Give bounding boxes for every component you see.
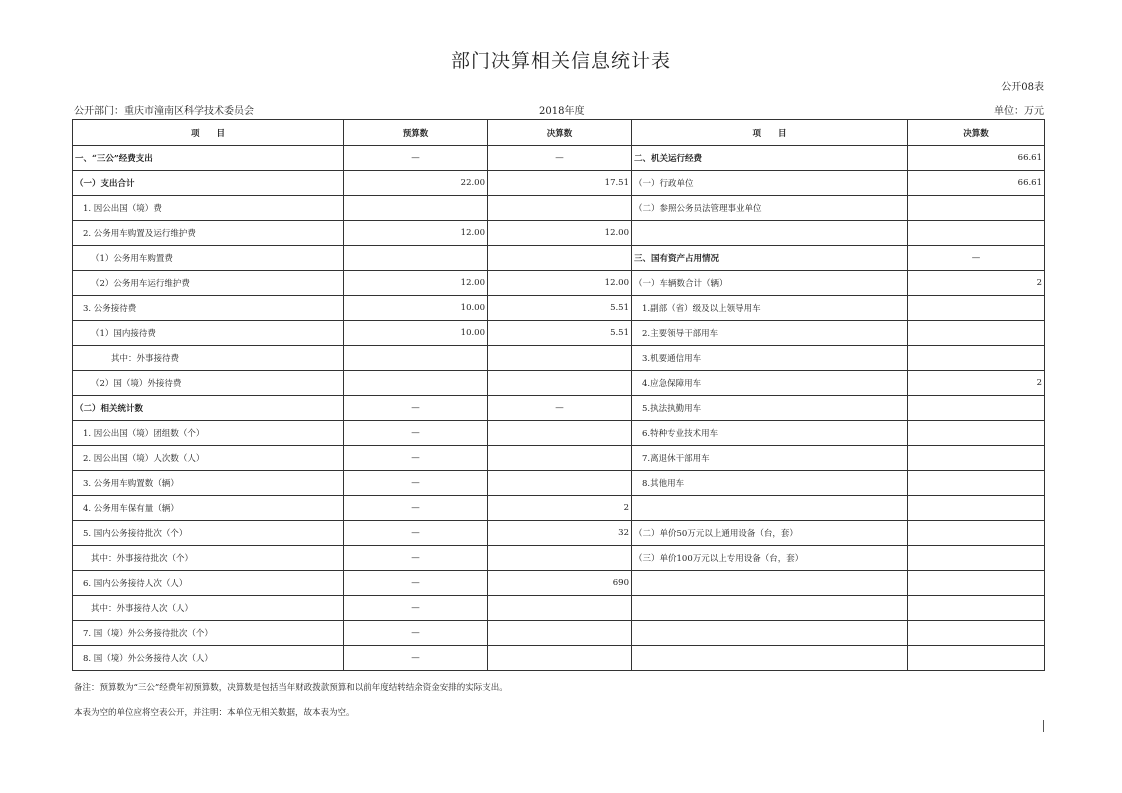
- text-cursor-mark: [1043, 720, 1044, 732]
- final-cell: 32: [488, 521, 632, 546]
- right-item-cell: 8.其他用车: [632, 471, 908, 496]
- budget-cell: [344, 346, 488, 371]
- right-item-cell: 3.机要通信用车: [632, 346, 908, 371]
- table-row: [73, 621, 1045, 646]
- final-cell: —: [488, 396, 632, 421]
- budget-cell: —: [344, 646, 488, 671]
- right-item-cell: [632, 496, 908, 521]
- budget-cell: —: [344, 446, 488, 471]
- final-cell: [488, 346, 632, 371]
- right-item-cell: （二）单价50万元以上通用设备（台，套）: [632, 521, 908, 546]
- right-item-cell: 7.离退休干部用车: [632, 446, 908, 471]
- statistics-table: [72, 119, 1045, 671]
- right-item-cell: （一）车辆数合计（辆）: [632, 271, 908, 296]
- right-item-cell: （一）行政单位: [632, 171, 908, 196]
- right-item-cell: [632, 596, 908, 621]
- left-item-cell: 8. 国（境）外公务接待人次（人）: [73, 646, 344, 671]
- final-cell: [488, 621, 632, 646]
- table-row: [73, 596, 1045, 621]
- final-cell: [488, 196, 632, 221]
- right-final-cell: [908, 221, 1045, 246]
- right-final-cell: 2: [908, 271, 1045, 296]
- table-row: [73, 471, 1045, 496]
- header-item-left: 项 目: [73, 120, 344, 146]
- budget-cell: —: [344, 621, 488, 646]
- right-final-cell: 66.61: [908, 171, 1045, 196]
- final-cell: [488, 246, 632, 271]
- header-final: 决算数: [488, 120, 632, 146]
- right-final-cell: [908, 196, 1045, 221]
- table-row: [73, 571, 1045, 596]
- table-row: [73, 146, 1045, 171]
- right-item-cell: 三、国有资产占用情况: [632, 246, 908, 271]
- left-item-cell: 2. 因公出国（境）人次数（人）: [73, 446, 344, 471]
- table-row: [73, 421, 1045, 446]
- right-final-cell: [908, 396, 1045, 421]
- budget-cell: [344, 246, 488, 271]
- right-item-cell: [632, 571, 908, 596]
- budget-cell: 10.00: [344, 296, 488, 321]
- budget-cell: —: [344, 471, 488, 496]
- final-cell: —: [488, 146, 632, 171]
- budget-cell: —: [344, 496, 488, 521]
- final-cell: [488, 546, 632, 571]
- unit-label: 单位：万元: [994, 106, 1044, 117]
- left-item-cell: 4. 公务用车保有量（辆）: [73, 496, 344, 521]
- right-item-cell: 二、机关运行经费: [632, 146, 908, 171]
- budget-cell: —: [344, 396, 488, 421]
- left-item-cell: 其中：外事接待人次（人）: [73, 596, 344, 621]
- right-final-cell: [908, 596, 1045, 621]
- final-cell: 5.51: [488, 321, 632, 346]
- table-row: [73, 246, 1045, 271]
- budget-cell: 10.00: [344, 321, 488, 346]
- left-item-cell: 其中：外事接待费: [73, 346, 344, 371]
- page-title: 部门决算相关信息统计表: [450, 50, 671, 72]
- left-item-cell: （2）国（境）外接待费: [73, 371, 344, 396]
- fiscal-year: 2018年度: [539, 106, 585, 117]
- left-item-cell: 3. 公务接待费: [73, 296, 344, 321]
- table-row: [73, 346, 1045, 371]
- table-code: 公开08表: [1001, 82, 1044, 93]
- right-item-cell: 6.特种专业技术用车: [632, 421, 908, 446]
- left-item-cell: （2）公务用车运行维护费: [73, 271, 344, 296]
- right-final-cell: [908, 646, 1045, 671]
- budget-cell: —: [344, 521, 488, 546]
- left-item-cell: 6. 国内公务接待人次（人）: [73, 571, 344, 596]
- right-final-cell: [908, 421, 1045, 446]
- left-item-cell: （1）公务用车购置费: [73, 246, 344, 271]
- right-final-cell: [908, 571, 1045, 596]
- final-cell: 690: [488, 571, 632, 596]
- budget-cell: —: [344, 421, 488, 446]
- right-item-cell: 4.应急保障用车: [632, 371, 908, 396]
- right-item-cell: [632, 221, 908, 246]
- final-cell: [488, 446, 632, 471]
- right-final-cell: [908, 496, 1045, 521]
- budget-cell: 22.00: [344, 171, 488, 196]
- left-item-cell: （1）国内接待费: [73, 321, 344, 346]
- table-row: [73, 396, 1045, 421]
- right-final-cell: [908, 296, 1045, 321]
- table-body: [73, 146, 1045, 671]
- left-item-cell: 1. 因公出国（境）费: [73, 196, 344, 221]
- right-final-cell: [908, 321, 1045, 346]
- table-row: [73, 646, 1045, 671]
- department-label: 公开部门：重庆市潼南区科学技术委员会: [74, 106, 254, 117]
- note-remark: 备注：预算数为“三公”经费年初预算数，决算数是包括当年财政拨款预算和以前年度结转结余资金安排的实际支出。: [74, 683, 508, 693]
- final-cell: 2: [488, 496, 632, 521]
- right-final-cell: [908, 546, 1045, 571]
- right-final-cell: [908, 521, 1045, 546]
- table-row: [73, 496, 1045, 521]
- table-row: [73, 296, 1045, 321]
- header-final-right: 决算数: [908, 120, 1045, 146]
- left-item-cell: 3. 公务用车购置数（辆）: [73, 471, 344, 496]
- final-cell: 5.51: [488, 296, 632, 321]
- table-row: [73, 521, 1045, 546]
- left-item-cell: （一）支出合计: [73, 171, 344, 196]
- final-cell: [488, 646, 632, 671]
- right-final-cell: [908, 446, 1045, 471]
- right-item-cell: 5.执法执勤用车: [632, 396, 908, 421]
- budget-cell: —: [344, 596, 488, 621]
- budget-cell: [344, 196, 488, 221]
- final-cell: [488, 471, 632, 496]
- right-final-cell: [908, 621, 1045, 646]
- table-row: [73, 546, 1045, 571]
- left-item-cell: 其中：外事接待批次（个）: [73, 546, 344, 571]
- budget-cell: —: [344, 546, 488, 571]
- left-item-cell: 7. 国（境）外公务接待批次（个）: [73, 621, 344, 646]
- note-empty-table: 本表为空的单位应将空表公开，并注明：本单位无相关数据，故本表为空。: [74, 708, 355, 718]
- right-final-cell: [908, 346, 1045, 371]
- final-cell: [488, 596, 632, 621]
- right-item-cell: （二）参照公务员法管理事业单位: [632, 196, 908, 221]
- left-item-cell: 一、“三公”经费支出: [73, 146, 344, 171]
- right-final-cell: [908, 471, 1045, 496]
- header-item-right: 项 目: [632, 120, 908, 146]
- right-item-cell: 1.副部（省）级及以上领导用车: [632, 296, 908, 321]
- right-item-cell: [632, 646, 908, 671]
- right-item-cell: （三）单价100万元以上专用设备（台，套）: [632, 546, 908, 571]
- left-item-cell: 5. 国内公务接待批次（个）: [73, 521, 344, 546]
- header-budget: 预算数: [344, 120, 488, 146]
- table-row: [73, 171, 1045, 196]
- right-final-cell: 2: [908, 371, 1045, 396]
- table-row: [73, 446, 1045, 471]
- final-cell: 17.51: [488, 171, 632, 196]
- budget-cell: [344, 371, 488, 396]
- final-cell: [488, 421, 632, 446]
- table-row: [73, 196, 1045, 221]
- right-final-cell: 66.61: [908, 146, 1045, 171]
- final-cell: 12.00: [488, 271, 632, 296]
- budget-cell: 12.00: [344, 221, 488, 246]
- table-row: [73, 321, 1045, 346]
- right-item-cell: 2.主要领导干部用车: [632, 321, 908, 346]
- budget-cell: 12.00: [344, 271, 488, 296]
- final-cell: [488, 371, 632, 396]
- final-cell: 12.00: [488, 221, 632, 246]
- left-item-cell: 1. 因公出国（境）团组数（个）: [73, 421, 344, 446]
- budget-cell: —: [344, 146, 488, 171]
- table-row: [73, 271, 1045, 296]
- left-item-cell: （二）相关统计数: [73, 396, 344, 421]
- right-final-cell: —: [908, 246, 1045, 271]
- budget-cell: —: [344, 571, 488, 596]
- table-row: [73, 221, 1045, 246]
- left-item-cell: 2. 公务用车购置及运行维护费: [73, 221, 344, 246]
- table-row: [73, 371, 1045, 396]
- right-item-cell: [632, 621, 908, 646]
- table-header-row: [73, 120, 1045, 146]
